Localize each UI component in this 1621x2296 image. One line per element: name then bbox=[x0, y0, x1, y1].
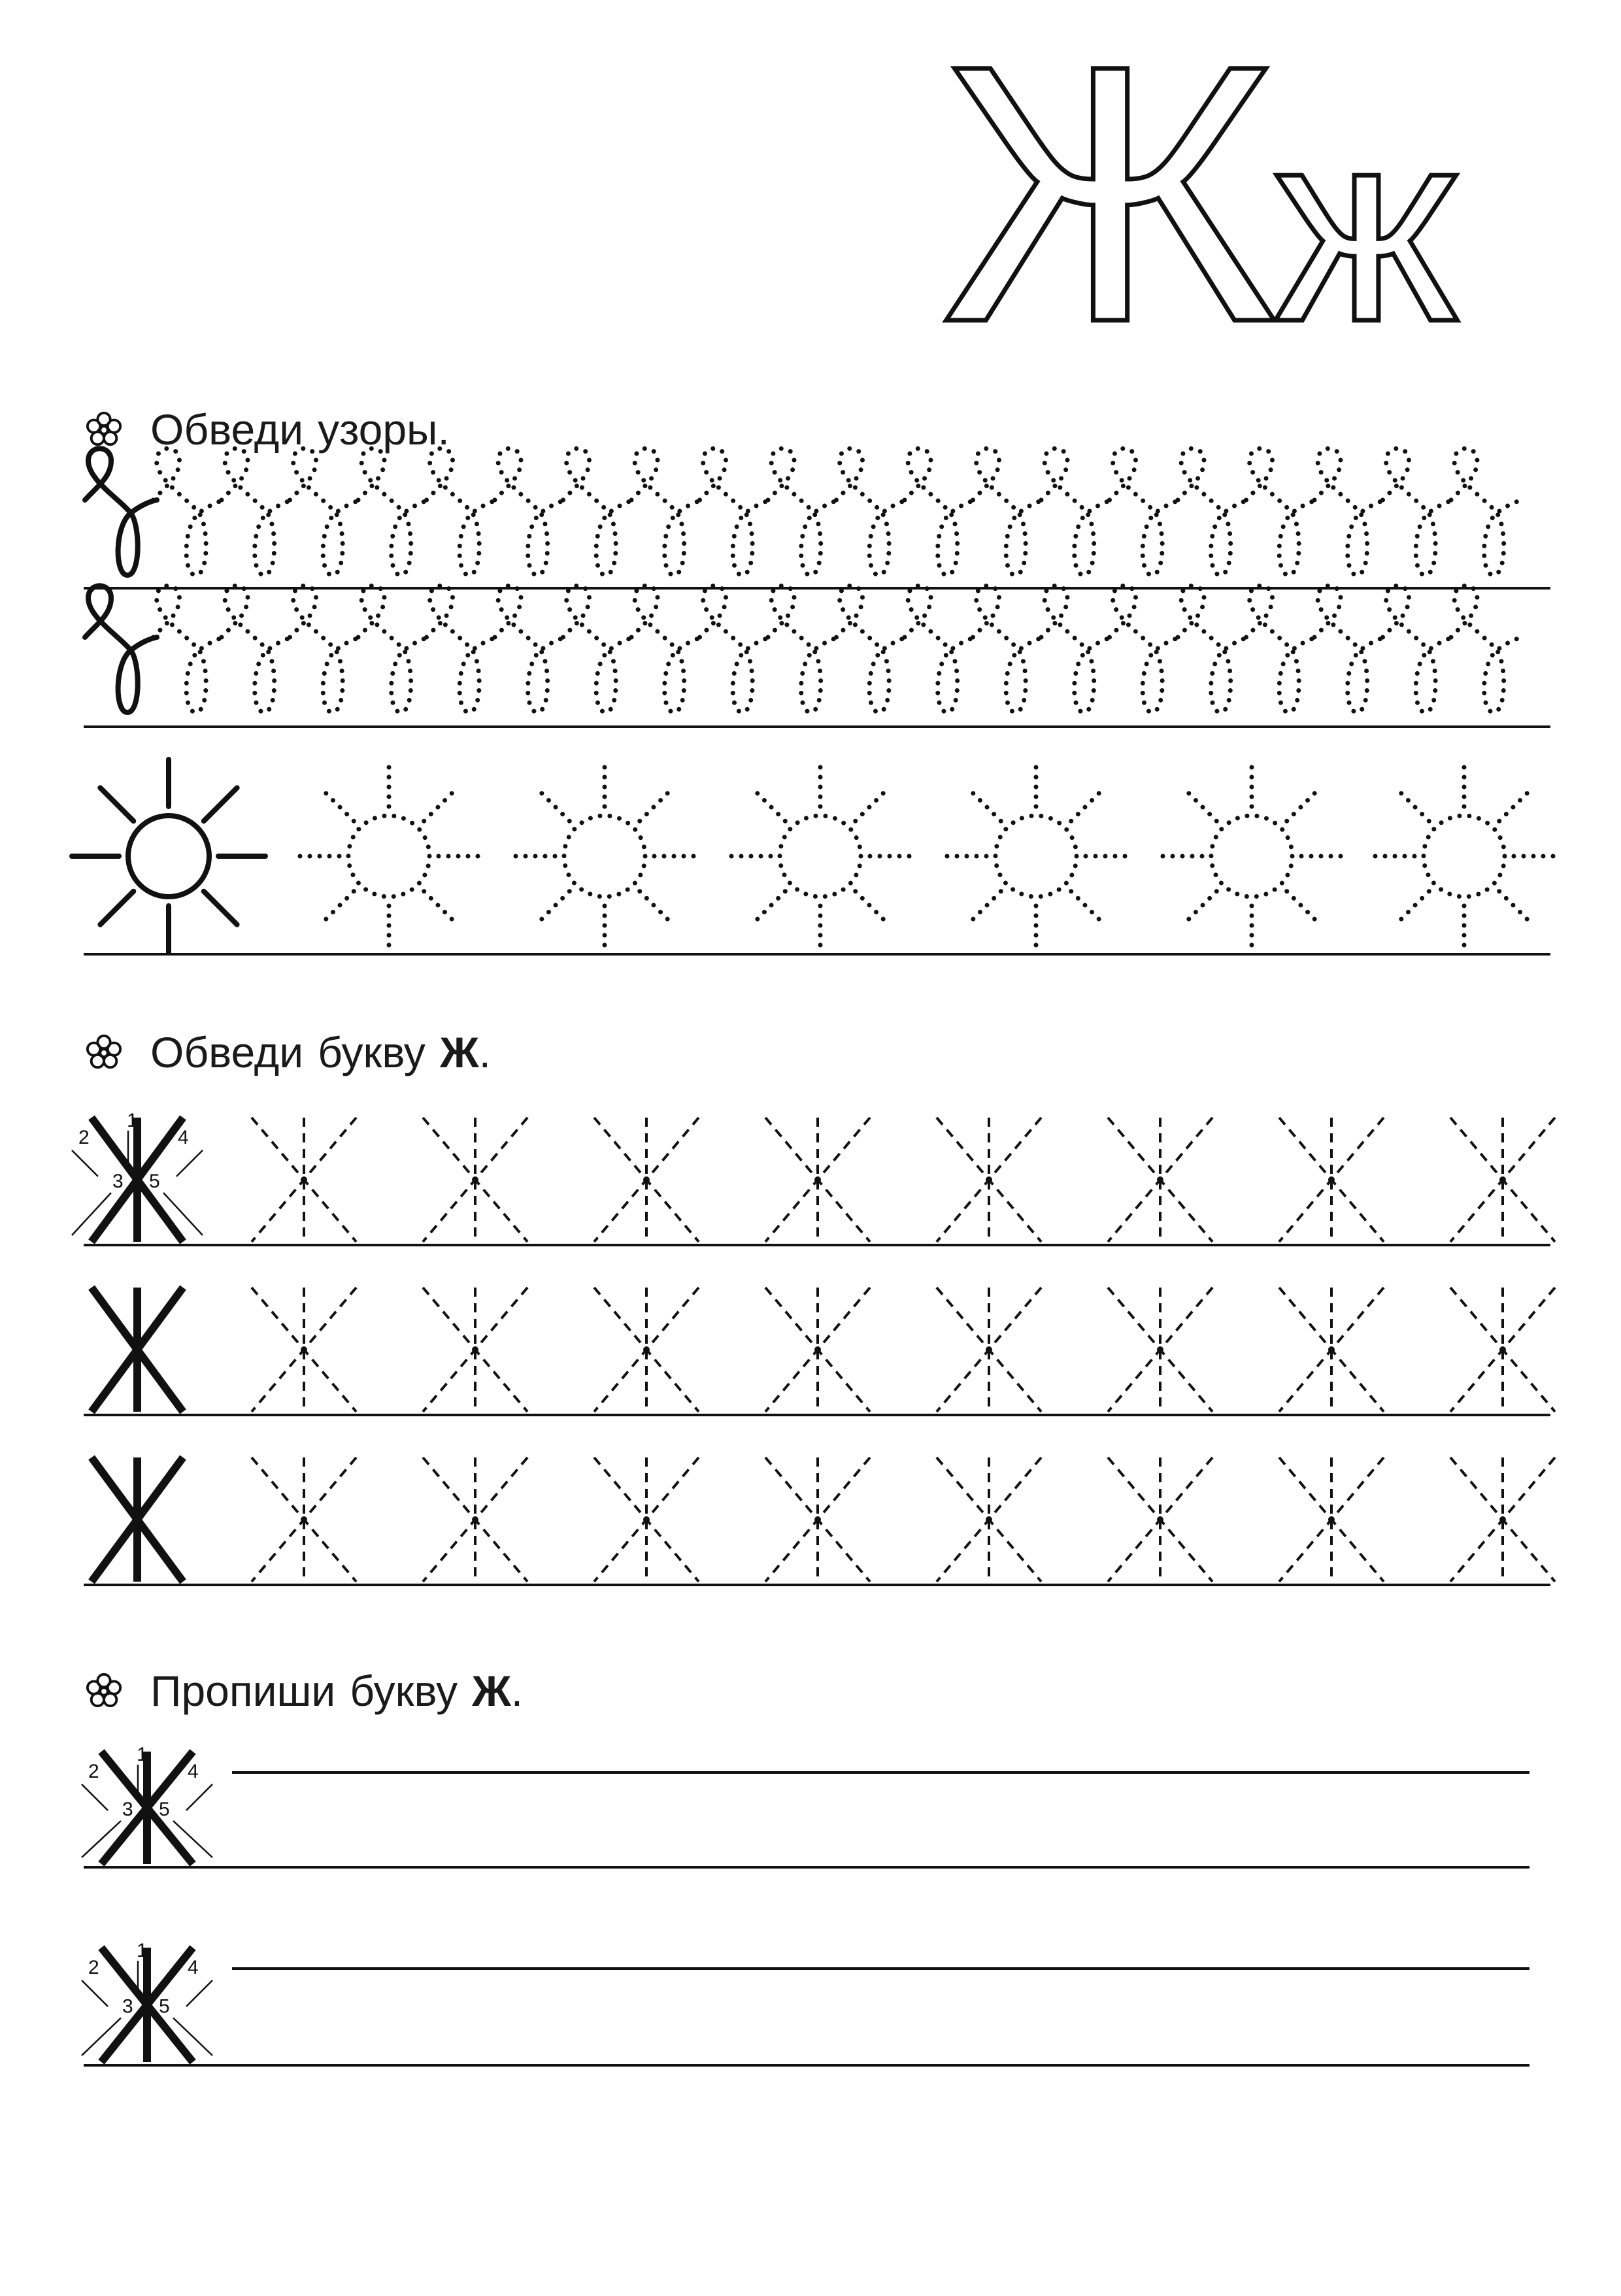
sun-ray bbox=[204, 891, 237, 925]
letter-write-rows bbox=[82, 1744, 212, 2062]
letter-trace bbox=[594, 1457, 699, 1582]
center-dot bbox=[986, 1176, 992, 1183]
center-dot bbox=[472, 1176, 478, 1183]
instruction-letter: Ж bbox=[439, 1028, 479, 1076]
center-dot bbox=[643, 1516, 650, 1523]
center-dot bbox=[986, 1346, 992, 1353]
dotted-loop bbox=[1314, 448, 1386, 575]
dotted-sun-ray bbox=[1287, 891, 1320, 925]
stroke-number: 3 bbox=[122, 1799, 133, 1820]
stroke-arrow bbox=[186, 1784, 212, 1810]
letter-trace bbox=[252, 1457, 356, 1582]
dotted-sun-ray bbox=[967, 891, 1001, 925]
letter-trace bbox=[1279, 1118, 1384, 1242]
letter-trace bbox=[765, 1288, 870, 1412]
instruction-punct: . bbox=[510, 1667, 524, 1715]
dotted-sun-ray bbox=[640, 891, 673, 925]
dotted-loop bbox=[563, 448, 635, 575]
stroke-number: 1 bbox=[127, 1110, 138, 1131]
letter-sample bbox=[82, 1744, 212, 1864]
dotted-loop bbox=[427, 448, 499, 575]
dotted-sun-ray bbox=[1395, 891, 1429, 925]
dotted-loop bbox=[631, 586, 703, 712]
letter-sample bbox=[92, 1457, 183, 1582]
dotted-sun-ray bbox=[1183, 788, 1216, 821]
stroke-arrow bbox=[186, 1980, 212, 2006]
instruction-word: Обведи bbox=[150, 405, 304, 454]
letter-trace bbox=[1450, 1118, 1555, 1242]
stroke-arrow bbox=[82, 1980, 108, 2006]
letter-trace bbox=[1279, 1288, 1384, 1412]
dotted-loop bbox=[1314, 586, 1386, 712]
dotted-sun-ray bbox=[1499, 788, 1533, 821]
dotted-loop bbox=[700, 448, 772, 575]
big-small-letter: ж bbox=[1275, 73, 1458, 379]
center-dot bbox=[814, 1516, 821, 1523]
dotted-sun-ray bbox=[424, 788, 458, 821]
stroke-number: 3 bbox=[122, 1995, 133, 2018]
center-dot bbox=[472, 1346, 478, 1353]
instruction-letter: Ж bbox=[472, 1667, 511, 1715]
dotted-sun-ray bbox=[640, 788, 673, 821]
dotted-sun-ray bbox=[856, 891, 889, 925]
dotted-sun-ray bbox=[1071, 788, 1105, 821]
letter-sample bbox=[82, 1940, 212, 2062]
dotted-sun-ray bbox=[856, 788, 889, 821]
dotted-loop bbox=[563, 586, 635, 712]
dotted-loop bbox=[1246, 448, 1318, 575]
dotted-loop bbox=[905, 586, 977, 712]
dotted-sun bbox=[1155, 759, 1348, 953]
letter-trace bbox=[765, 1457, 870, 1582]
dotted-sun-ray bbox=[967, 788, 1001, 821]
dotted-sun-ray bbox=[320, 891, 354, 925]
dotted-loop bbox=[495, 586, 567, 712]
flower-icon bbox=[85, 1672, 123, 1710]
sun-ray bbox=[100, 891, 133, 925]
letter-trace bbox=[423, 1457, 527, 1582]
letter-trace bbox=[1279, 1457, 1384, 1582]
dotted-loop bbox=[1178, 448, 1250, 575]
letter-trace bbox=[765, 1118, 870, 1242]
center-dot bbox=[643, 1176, 650, 1183]
dotted-sun-disk bbox=[1211, 816, 1292, 897]
trace-row bbox=[92, 1457, 1555, 1582]
dotted-sun-ray bbox=[320, 788, 354, 821]
dotted-loop bbox=[1178, 586, 1250, 712]
dotted-loop bbox=[222, 448, 293, 575]
sample-loop bbox=[85, 586, 157, 712]
big-capital-letter: Ж bbox=[941, 0, 1280, 398]
dotted-loop bbox=[1110, 586, 1182, 712]
letter-trace bbox=[423, 1288, 527, 1412]
trace-row bbox=[92, 1288, 1555, 1412]
write-row bbox=[82, 1940, 212, 2062]
dotted-sun-ray bbox=[1499, 891, 1533, 925]
dotted-sun bbox=[1367, 759, 1561, 953]
center-dot bbox=[301, 1516, 307, 1523]
instruction-trace-letter bbox=[85, 1023, 491, 1082]
dotted-loop bbox=[1110, 448, 1182, 575]
dotted-sun-ray bbox=[1071, 891, 1105, 925]
stroke-arrow bbox=[176, 1150, 203, 1176]
sun-ray bbox=[100, 788, 133, 821]
center-dot bbox=[1157, 1176, 1163, 1183]
instruction-word: узоры. bbox=[318, 405, 450, 454]
stroke-number: 5 bbox=[149, 1171, 160, 1192]
dotted-loop bbox=[631, 448, 703, 575]
center-dot bbox=[301, 1346, 307, 1353]
dotted-sun-ray bbox=[536, 891, 569, 925]
letter-trace bbox=[252, 1288, 356, 1412]
dotted-loop bbox=[1041, 448, 1113, 575]
stroke-number: 1 bbox=[137, 1744, 148, 1765]
sample-sun bbox=[72, 759, 265, 953]
dotted-sun-disk bbox=[780, 816, 861, 897]
center-dot bbox=[814, 1346, 821, 1353]
center-dot bbox=[814, 1176, 821, 1183]
dotted-sun-disk bbox=[1424, 816, 1505, 897]
dotted-loop bbox=[700, 586, 772, 712]
stroke-number: 5 bbox=[159, 1995, 170, 2018]
letter-trace bbox=[1108, 1118, 1212, 1242]
dotted-loop bbox=[1383, 586, 1455, 712]
letter-trace bbox=[1450, 1288, 1555, 1412]
center-dot bbox=[1328, 1346, 1335, 1353]
sun-ray bbox=[204, 788, 237, 821]
dotted-sun-ray bbox=[752, 788, 785, 821]
instruction-word: букву bbox=[318, 1028, 426, 1076]
dotted-loop bbox=[973, 586, 1045, 712]
stroke-number: 2 bbox=[88, 1957, 99, 1978]
dotted-loop bbox=[1451, 448, 1523, 575]
dotted-sun-ray bbox=[424, 891, 458, 925]
dotted-loop bbox=[154, 448, 226, 575]
dotted-loop bbox=[905, 448, 977, 575]
center-dot bbox=[643, 1346, 650, 1353]
dotted-loop bbox=[358, 448, 430, 575]
dotted-loop bbox=[973, 448, 1045, 575]
stroke-number: 2 bbox=[88, 1761, 99, 1782]
loop-row bbox=[85, 586, 1523, 712]
instruction-patterns bbox=[85, 400, 450, 459]
stroke-number: 1 bbox=[137, 1940, 148, 1961]
dotted-loop bbox=[290, 448, 362, 575]
center-dot bbox=[1157, 1516, 1163, 1523]
instruction-punct: . bbox=[478, 1028, 491, 1076]
flower-icon bbox=[85, 410, 123, 448]
dotted-loop bbox=[358, 586, 430, 712]
dotted-sun-ray bbox=[536, 788, 569, 821]
dotted-loop bbox=[837, 586, 909, 712]
letter-trace bbox=[1108, 1457, 1212, 1582]
dotted-sun bbox=[292, 759, 486, 953]
flower-icon bbox=[85, 1033, 123, 1071]
dotted-loop bbox=[1041, 586, 1113, 712]
stroke-number: 5 bbox=[159, 1799, 170, 1820]
letter-trace bbox=[937, 1118, 1041, 1242]
letter-trace bbox=[937, 1288, 1041, 1412]
dotted-loop bbox=[768, 586, 840, 712]
letter-trace bbox=[423, 1118, 527, 1242]
dotted-sun-disk bbox=[348, 816, 429, 897]
dotted-sun-disk bbox=[995, 816, 1077, 897]
instruction-write-letter bbox=[85, 1661, 523, 1720]
stroke-number: 2 bbox=[78, 1127, 90, 1148]
center-dot bbox=[1499, 1516, 1506, 1523]
stroke-arrow bbox=[82, 1784, 108, 1810]
dotted-sun-ray bbox=[1395, 788, 1429, 821]
center-dot bbox=[986, 1516, 992, 1523]
dotted-loop bbox=[1383, 448, 1455, 575]
center-dot bbox=[472, 1516, 478, 1523]
letter-trace-rows bbox=[72, 1110, 1555, 1582]
letter-trace bbox=[1450, 1457, 1555, 1582]
center-dot bbox=[1328, 1516, 1335, 1523]
dotted-loop bbox=[290, 586, 362, 712]
stroke-number: 4 bbox=[178, 1127, 189, 1148]
instruction-word: букву bbox=[350, 1667, 458, 1715]
dotted-sun bbox=[508, 759, 701, 953]
dotted-sun-ray bbox=[1183, 891, 1216, 925]
center-dot bbox=[1328, 1176, 1335, 1183]
trace-row bbox=[72, 1110, 1555, 1242]
letter-sample bbox=[72, 1110, 203, 1242]
letter-trace bbox=[252, 1118, 356, 1242]
letter-sample bbox=[92, 1288, 183, 1412]
dotted-loop bbox=[1246, 586, 1318, 712]
sun-pattern-row bbox=[72, 759, 1561, 953]
dotted-loop bbox=[154, 586, 226, 712]
letter-trace bbox=[937, 1457, 1041, 1582]
center-dot bbox=[1157, 1346, 1163, 1353]
dotted-loop bbox=[427, 586, 499, 712]
dotted-loop bbox=[837, 448, 909, 575]
dotted-loop bbox=[222, 586, 293, 712]
dotted-sun bbox=[939, 759, 1133, 953]
stroke-number: 4 bbox=[188, 1761, 199, 1782]
dotted-loop bbox=[768, 448, 840, 575]
dotted-loop bbox=[1451, 586, 1523, 712]
center-dot bbox=[1499, 1176, 1506, 1183]
dotted-sun-ray bbox=[752, 891, 785, 925]
dotted-sun-ray bbox=[1287, 788, 1320, 821]
letter-trace bbox=[594, 1288, 699, 1412]
letter-trace bbox=[594, 1118, 699, 1242]
instruction-word: Обведи bbox=[150, 1028, 304, 1076]
center-dot bbox=[301, 1176, 307, 1183]
stroke-number: 4 bbox=[188, 1957, 199, 1978]
dotted-sun bbox=[724, 759, 917, 953]
loop-pattern-rows bbox=[85, 448, 1523, 712]
loop-row bbox=[85, 448, 1523, 575]
write-row bbox=[82, 1744, 212, 1864]
instruction-word: Пропиши bbox=[150, 1667, 336, 1715]
stroke-number: 3 bbox=[112, 1171, 124, 1192]
letter-trace bbox=[1108, 1288, 1212, 1412]
center-dot bbox=[1499, 1346, 1506, 1353]
dotted-loop bbox=[495, 448, 567, 575]
sun-disk bbox=[128, 816, 209, 897]
sample-loop bbox=[85, 448, 157, 575]
dotted-sun-disk bbox=[564, 816, 645, 897]
stroke-arrow bbox=[72, 1150, 98, 1176]
